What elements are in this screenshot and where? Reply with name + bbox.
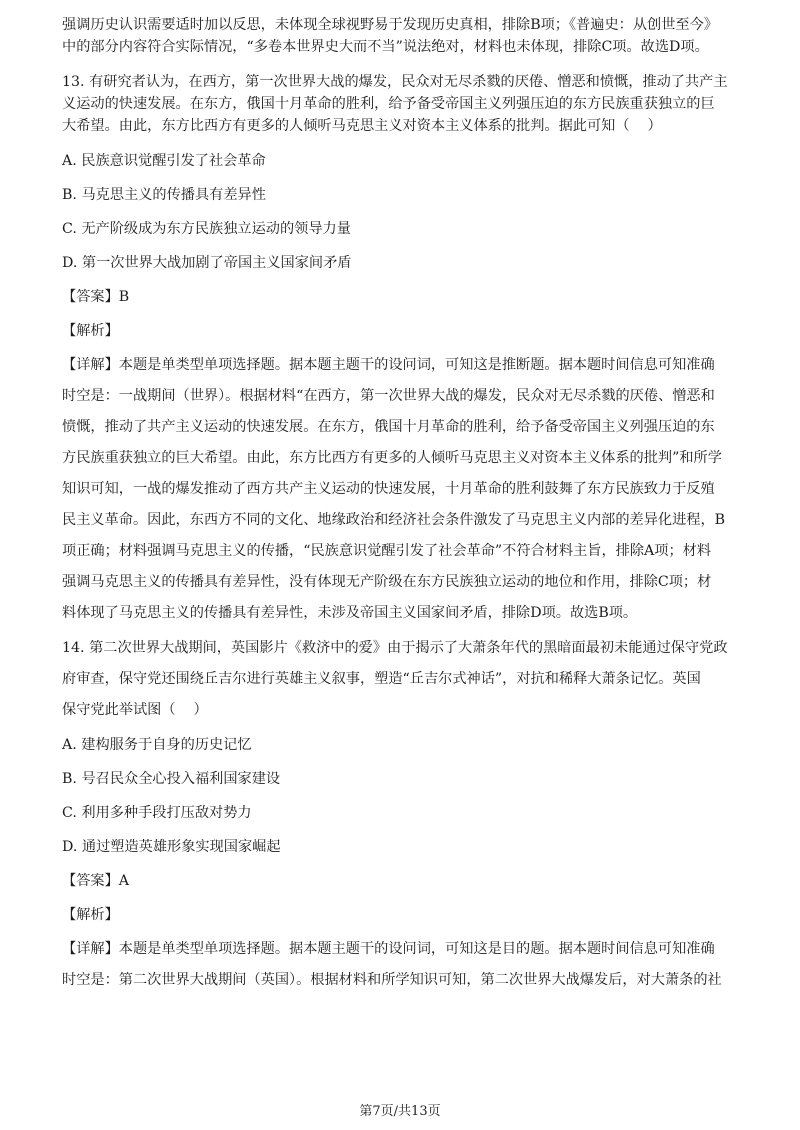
q14-answer: 【答案】A — [62, 873, 129, 889]
text-line: 项正确；材料强调马克思主义的传播，“民族意识觉醒引发了社会革命”不符合材料主旨，排除A项；材料 — [62, 543, 712, 559]
text-line: 时空是：一战期间（世界）。根据材料“在西方，第一次世界大战的爆发，民众对无尽杀戮的厌倦、憎恶和 — [62, 388, 715, 404]
text-line: 愤慨，推动了共产主义运动的快速发展。在东方，俄国十月革命的胜利，给予备受帝国主义列强压迫的东 — [62, 419, 715, 435]
q13-option-c: C. 无产阶级成为东方民族独立运动的领导力量 — [62, 221, 351, 237]
q14-analysis-label: 【解析】 — [62, 907, 119, 923]
text-line: 强调马克思主义的传播具有差异性，没有体现无产阶级在东方民族独立运动的地位和作用，排除C项；材 — [62, 574, 712, 590]
text-line: 保守党此举试图（ ） — [62, 702, 208, 718]
text-line: 府审查，保守党还围绕丘吉尔进行英雄主义叙事，塑造“丘吉尔式神话”，对抗和稀释大萧条记忆。英国 — [62, 671, 701, 687]
question-14-stem — [62, 637, 738, 721]
document-page — [62, 14, 738, 991]
text-line: 义运动的快速发展。在东方，俄国十月革命的胜利，给予备受帝国主义列强压迫的东方民族重获独立的巨 — [62, 96, 715, 112]
text-line: 13. 有研究者认为，在西方，第一次世界大战的爆发，民众对无尽杀戮的厌倦、憎恶和愤慨，推动了共产主 — [62, 74, 728, 90]
q13-option-a: A. 民族意识觉醒引发了社会革命 — [62, 153, 266, 169]
q14-detail — [62, 938, 738, 991]
q14-option-c: C. 利用多种手段打压敌对势力 — [62, 805, 252, 821]
text-line: 时空是：第二次世界大战期间（英国）。根据材料和所学知识可知，第二次世界大战爆发后，对大萧条的社 — [62, 972, 722, 988]
q13-option-b: B. 马克思主义的传播具有差异性 — [62, 187, 266, 203]
text-line: 大希望。由此，东方比西方有更多的人倾听马克思主义对资本主义体系的批判。据此可知（ ） — [62, 118, 662, 134]
text-line: 14. 第二次世界大战期间，英国影片《救济中的爱》由于揭示了大萧条年代的黑暗面最初未能通过保守党政 — [62, 640, 728, 656]
q14-option-b: B. 号召民众全心投入福利国家建设 — [62, 771, 281, 787]
text-line: 方民族重获独立的巨大希望。由此，东方比西方有更多的人倾听马克思主义对资本主义体系的批判”和所学 — [62, 450, 722, 466]
page-number: 第7页/共13页 — [359, 1104, 441, 1119]
q13-option-d: D. 第一次世界大战加剧了帝国主义国家间矛盾 — [62, 255, 352, 271]
text-line: 知识可知，一战的爆发推动了西方共产主义运动的快速发展，十月革命的胜利鼓舞了东方民族致力于反殖 — [62, 481, 715, 497]
question-13-stem — [62, 71, 738, 137]
text-line: 料体现了马克思主义的传播具有差异性，未涉及帝国主义国家间矛盾，排除D项。故选B项。 — [62, 605, 638, 621]
text-line: 强调历史认识需要适时加以反思，未体现全球视野易于发现历史真相，排除B项；《普遍史：从创世至今》 — [62, 17, 718, 33]
text-line: 【详解】本题是单类型单项选择题。据本题主题干的设问词，可知这是目的题。据本题时间信息可知准确 — [62, 941, 715, 957]
q13-answer: 【答案】B — [62, 289, 130, 305]
text-line: 中的部分内容符合实际情况，“多卷本世界史大而不当”说法绝对，材料也未体现，排除C项。故选D项。 — [62, 39, 709, 55]
q14-option-a: A. 建构服务于自身的历史记忆 — [62, 737, 252, 753]
q13-analysis-label: 【解析】 — [62, 323, 119, 339]
text-line: 【详解】本题是单类型单项选择题。据本题主题干的设问词，可知这是推断题。据本题时间信息可知准确 — [62, 357, 715, 373]
intro-paragraph — [62, 14, 738, 58]
q14-option-d: D. 通过塑造英雄形象实现国家崛起 — [62, 839, 281, 855]
text-line: 民主义革命。因此，东西方不同的文化、地缘政治和经济社会条件激发了马克思主义内部的差异化进程，B — [62, 512, 726, 528]
q13-detail — [62, 354, 738, 624]
